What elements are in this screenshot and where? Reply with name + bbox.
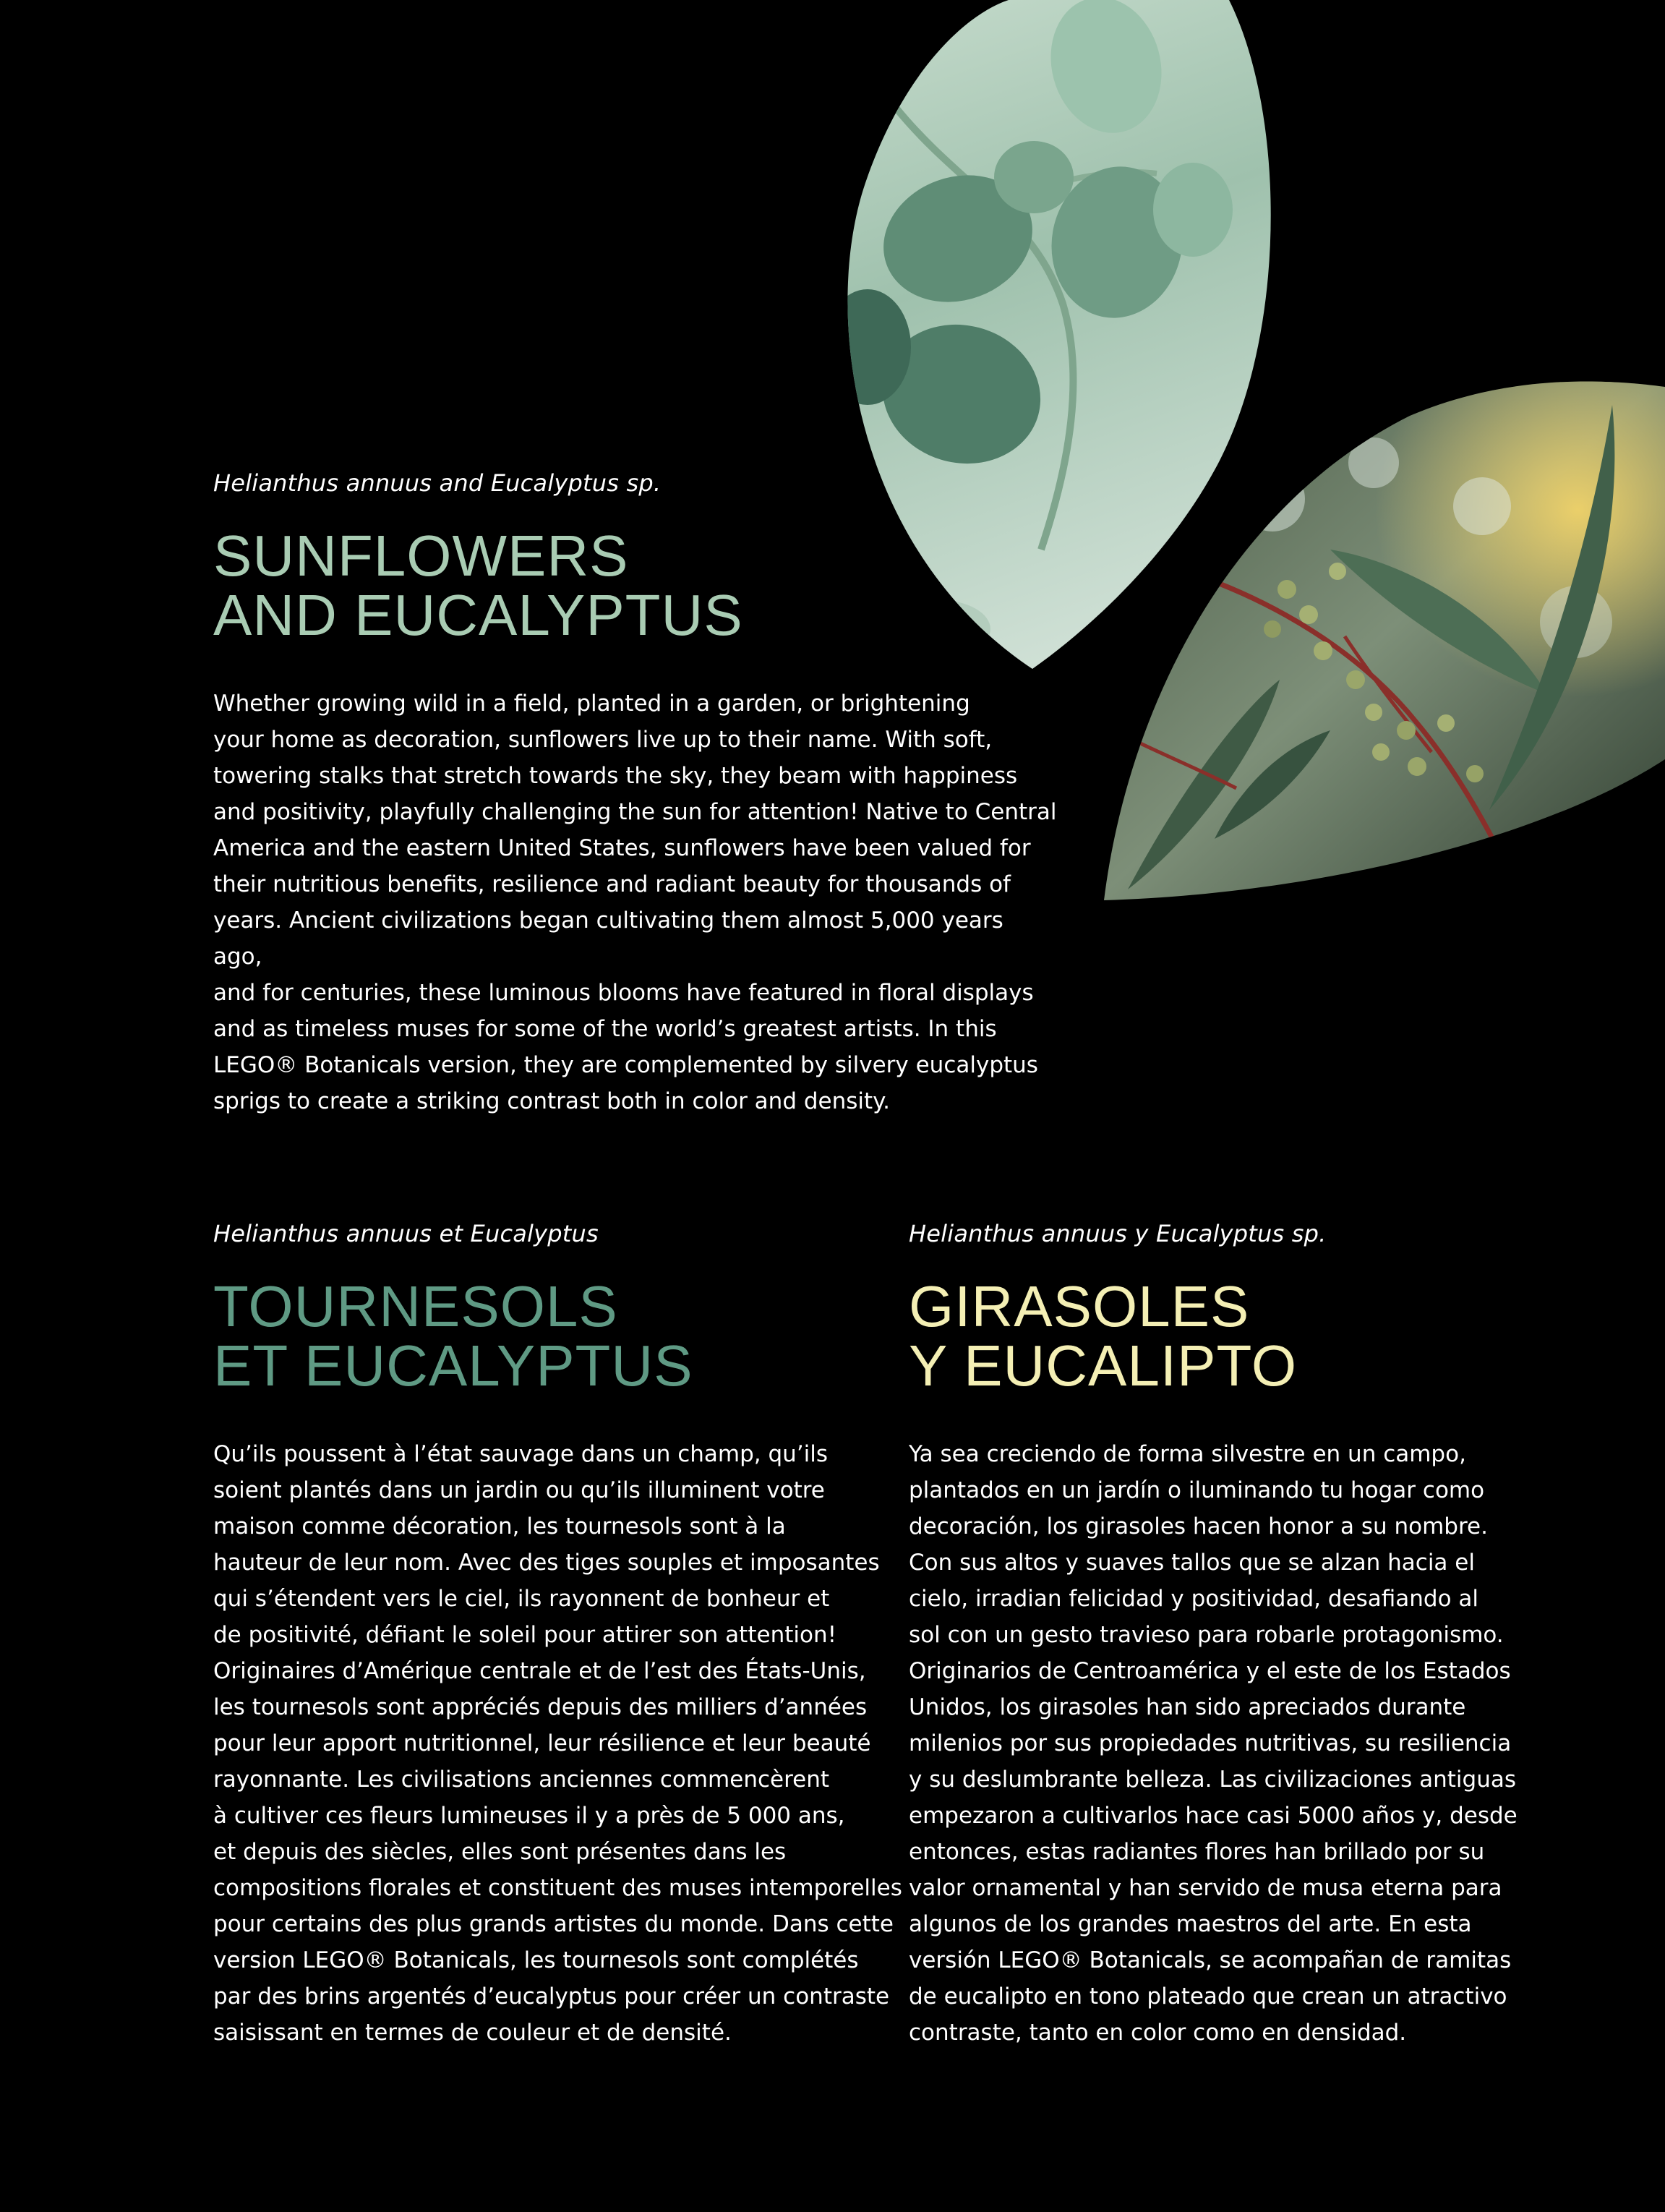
body-text-es: Ya sea creciendo de forma silvestre en un campo, plantados en un jardín o iluminando tu hogar como decoración, los girasoles hacen honor a su nombre. Con sus altos y suaves tallos que se alzan hacia el cielo, irradian felicidad y positividad, desafiando al sol con un gesto travieso para robarle protagonismo. Originarios de Centroamérica y el este de los Estados Unidos, los girasoles han sido apreciados durante milenios por sus propiedades nutritivas, su resiliencia y su deslumbrante belleza. Las civilizaciones antiguas empezaron a cultivarlos hace casi 5000 años y, desde entonces, estas radiantes flores han brillado por su valor ornamental y han servido de musa eterna para algunos de los grandes maestros del arte. En esta versión LEGO® Botanicals, se acompañan de ramitas de eucalipto en tono plateado que crean un atractivo contraste, tanto en color como en densidad. — [909, 1441, 1518, 2046]
title-en-line1: SUNFLOWERS — [213, 524, 629, 588]
section-french — [213, 1219, 907, 2051]
body-text-fr: Qu’ils poussent à l’état sauvage dans un champ, qu’ils soient plantés dans un jardin ou qu’ils illuminent votre maison comme décoration, les tournesols sont à la hauteur de leur nom. Avec des tiges souples et imposantes qui s’étendent vers le ciel, ils rayonnent de bonheur et de positivité, défiant le soleil pour attirer son attention! Originaires d’Amérique centrale et de l’est des États-Unis, les tournesols sont appréciés depuis des milliers d’années pour leur apport nutritionnel, leur résilience et leur beauté rayonnante. Les civilisations anciennes commencèrent à cultiver ces fleurs lumineuses il y a près de 5 000 ans, et depuis des siècles, elles sont présentes dans les compositions florales et constituent des muses intemporelles pour certains des plus grands artistes du monde. Dans cette version LEGO® Botanicals, les tournesols sont complétés par des brins argentés d’eucalyptus pour créer un contraste saisissant en termes de couleur et de densité. — [213, 1441, 902, 2046]
title-fr-line2: ET EUCALYPTUS — [213, 1333, 693, 1398]
title-es-line1: GIRASOLES — [909, 1274, 1250, 1338]
title-fr — [213, 1274, 907, 1398]
title-fr-line1: TOURNESOLS — [213, 1274, 618, 1338]
title-es — [909, 1274, 1559, 1398]
title-en — [213, 526, 1059, 645]
latin-name-es: Helianthus annuus y Eucalyptus sp. — [909, 1220, 1327, 1247]
title-en-line2: AND EUCALYPTUS — [213, 583, 743, 647]
section-spanish — [909, 1219, 1559, 2051]
title-es-line2: Y EUCALIPTO — [909, 1333, 1298, 1398]
latin-name-en: Helianthus annuus and Eucalyptus sp. — [213, 469, 662, 497]
section-english — [213, 469, 1059, 1119]
latin-name-fr: Helianthus annuus et Eucalyptus — [213, 1220, 599, 1247]
body-text-en: Whether growing wild in a field, planted in a garden, or brightening your home as decoration, sunflowers live up to their name. With soft, towering stalks that stretch towards the sky, they beam with happiness and positivity, playfully challenging the sun for attention! Native to Central America and the eastern United States, sunflowers have been valued for their nutritious benefits, resilience and radiant beauty for thousands of years. Ancient civilizations began cultivating them almost 5,000 years ago, and for centuries, these luminous blooms have featured in floral displays and as timeless muses for some of the world’s greatest artists. In this LEGO® Botanicals version, they are complemented by silvery eucalyptus sprigs to create a striking contrast both in color and density. — [213, 691, 1057, 1114]
